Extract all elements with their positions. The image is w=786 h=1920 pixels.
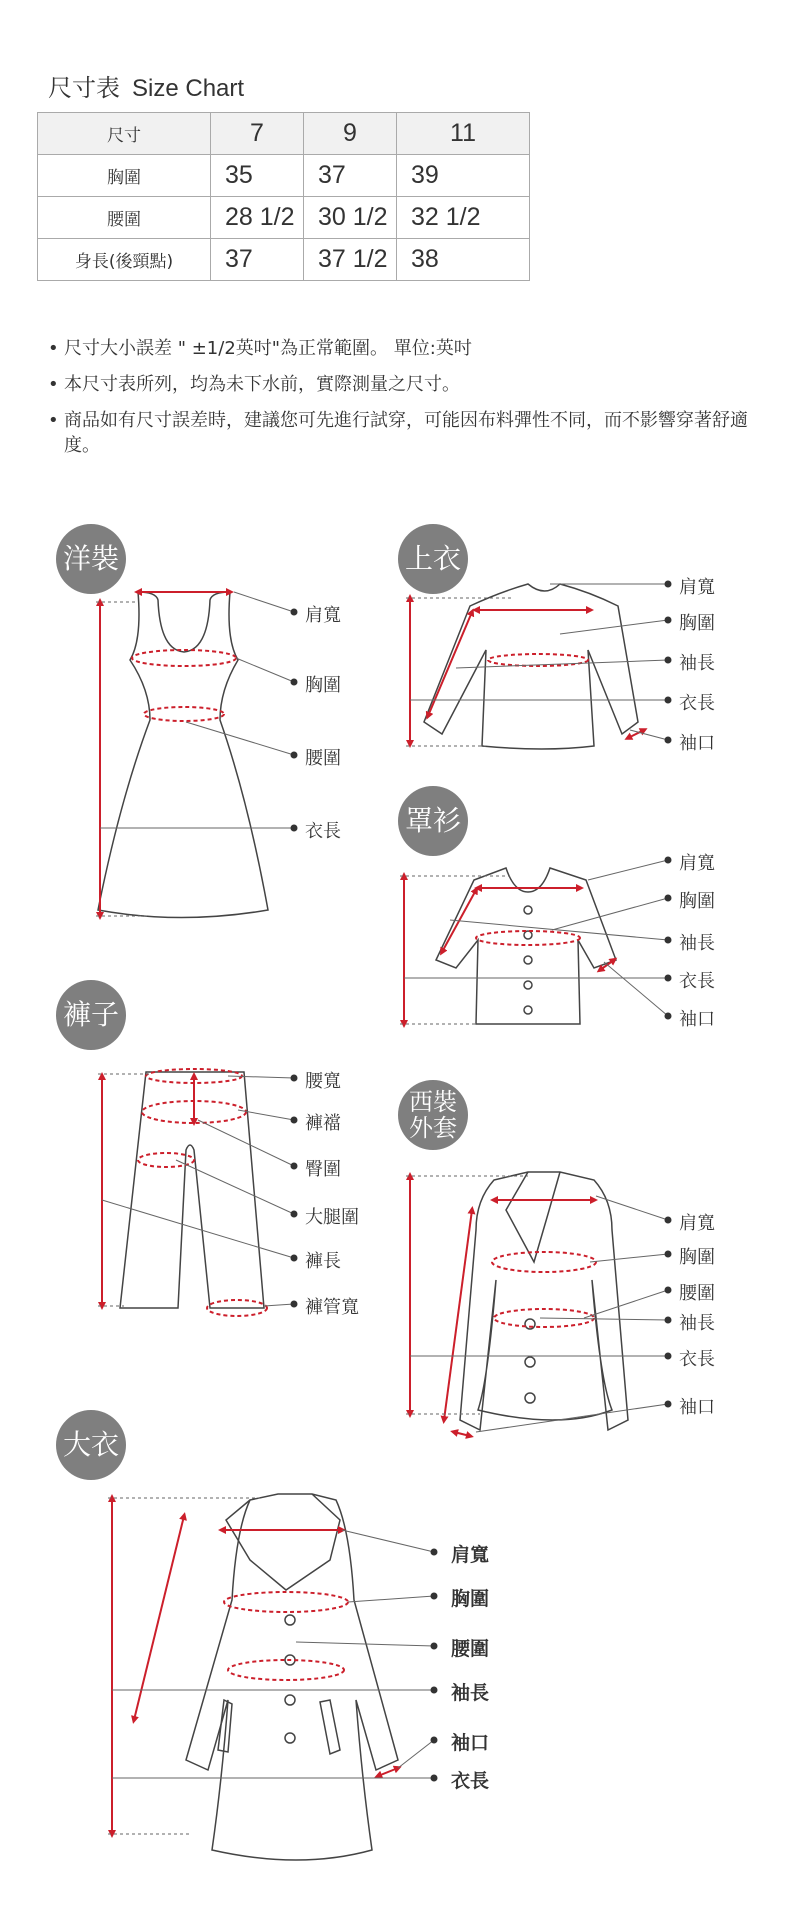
top-label-shoulder: 肩寬 (679, 577, 715, 598)
pants-label-waist: 腰寬 (305, 1071, 341, 1092)
blazer-label-sleeve: 袖長 (679, 1313, 715, 1334)
top-label-cuff: 袖口 (679, 733, 715, 754)
pants-label-hip: 臀圍 (305, 1159, 341, 1180)
dress-drawing (98, 592, 268, 918)
coat-label-sleeve: 袖長 (451, 1682, 490, 1704)
blouse-label-shoulder: 肩寬 (679, 853, 715, 874)
table-cell: 37 (304, 155, 397, 197)
blouse-label-sleeve: 袖長 (679, 933, 715, 954)
pants-label-length: 褲長 (305, 1251, 341, 1272)
badge-blazer (398, 1080, 468, 1150)
blazer-label-chest: 胸圍 (679, 1247, 715, 1268)
blouse-label-chest: 胸圍 (679, 891, 715, 912)
badge-pants: 褲子 (56, 980, 126, 1050)
coat-label-cuff: 袖口 (451, 1732, 490, 1754)
note-item: • 尺寸大小誤差 " ±1/2英吋"為正常範圍。 單位:英吋 (48, 336, 748, 361)
blazer-label-length: 衣長 (679, 1349, 715, 1370)
coat-label-waist: 腰圍 (451, 1638, 490, 1660)
blazer-drawing (460, 1172, 628, 1430)
table-cell: 30 1/2 (304, 197, 397, 239)
table-cell: 37 1/2 (304, 239, 397, 281)
badge-dress: 洋裝 (56, 524, 126, 594)
coat-drawing (186, 1494, 398, 1860)
table-cell: 39 (397, 155, 530, 197)
title-en: Size Chart (132, 75, 245, 102)
dress-label-length: 衣長 (305, 821, 341, 842)
row-label: 身長(後頸點) (38, 239, 211, 281)
table-cell: 28 1/2 (211, 197, 304, 239)
note-item: • 本尺寸表所列，均為未下水前，實際測量之尺寸。 (48, 372, 748, 397)
table-cell: 37 (211, 239, 304, 281)
row-label: 胸圍 (38, 155, 211, 197)
size-column-7: 7 (211, 113, 304, 155)
coat-label-shoulder: 肩寬 (451, 1544, 490, 1566)
pants-label-rise: 褲襠 (305, 1113, 341, 1134)
pants-label-hem: 褲管寬 (305, 1297, 359, 1318)
size-column-9: 9 (304, 113, 397, 155)
dress-label-waist: 腰圍 (305, 748, 341, 769)
pants-label-thigh: 大腿圍 (305, 1207, 359, 1228)
badge-blazer-line1: 西裝 (409, 1088, 457, 1116)
top-label-sleeve: 袖長 (679, 653, 715, 674)
blouse-drawing (436, 868, 616, 1024)
blouse-label-cuff: 袖口 (679, 1009, 715, 1030)
blazer-label-cuff: 袖口 (679, 1397, 715, 1418)
top-label-chest: 胸圍 (679, 613, 715, 634)
dress-label-chest: 胸圍 (305, 675, 341, 696)
coat-label-chest: 胸圍 (451, 1588, 490, 1610)
size-column-11: 11 (397, 113, 530, 155)
blazer-label-shoulder: 肩寬 (679, 1213, 715, 1234)
blouse-label-length: 衣長 (679, 971, 715, 992)
dress-label-shoulder: 肩寬 (305, 605, 341, 626)
table-cell: 38 (397, 239, 530, 281)
blazer-label-waist: 腰圍 (679, 1283, 715, 1304)
title-zh: 尺寸表 (48, 74, 120, 102)
table-cell: 32 1/2 (397, 197, 530, 239)
top-label-length: 衣長 (679, 693, 715, 714)
note-item: • 商品如有尺寸誤差時，建議您可先進行試穿，可能因布料彈性不同，而不影響穿著舒適度。 (48, 408, 748, 458)
table-header-label: 尺寸 (38, 113, 211, 155)
coat-label-length: 衣長 (451, 1770, 490, 1792)
badge-blouse: 罩衫 (398, 786, 468, 856)
badge-top: 上衣 (398, 524, 468, 594)
table-cell: 35 (211, 155, 304, 197)
badge-coat: 大衣 (56, 1410, 126, 1480)
badge-blazer-line2: 外套 (409, 1114, 457, 1142)
row-label: 腰圍 (38, 197, 211, 239)
